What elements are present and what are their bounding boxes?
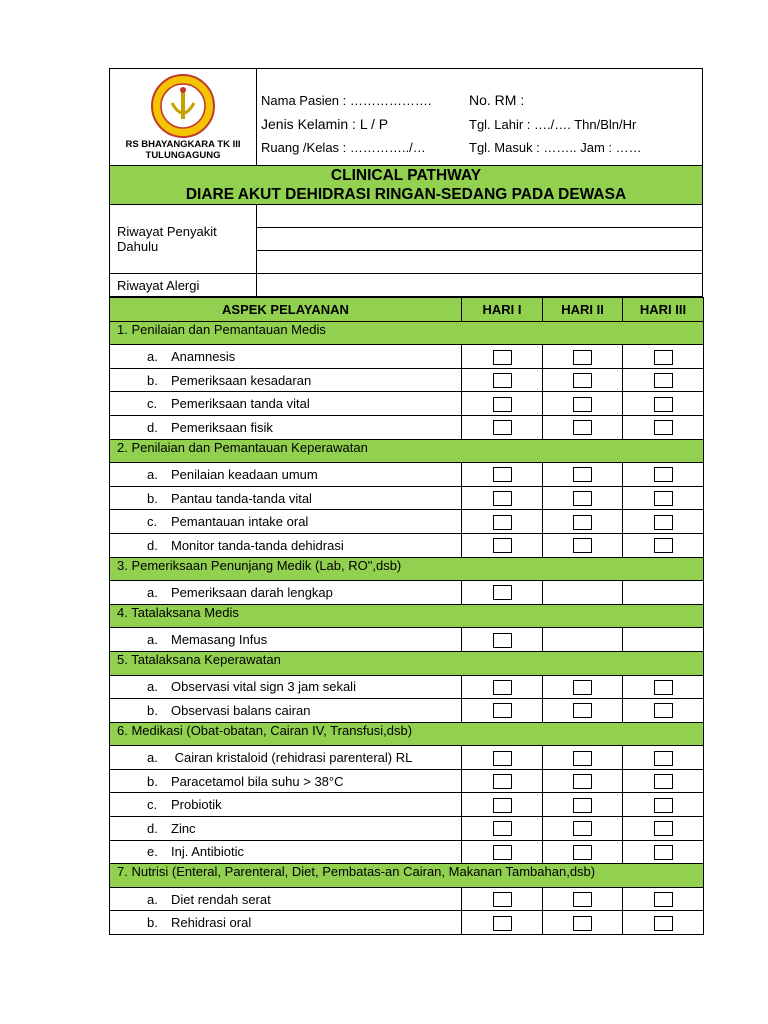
table-row <box>110 887 704 911</box>
day-1-cell <box>462 486 543 510</box>
item-cell <box>110 699 462 723</box>
table-row <box>110 368 704 392</box>
room-class-field[interactable]: Ruang /Kelas : …………../… <box>261 140 426 155</box>
item-label: Memasang Infus <box>171 632 268 648</box>
day-2-cell <box>543 486 623 510</box>
header-hari-2: HARI II <box>543 298 623 322</box>
table-row <box>110 769 704 793</box>
day-3-checkbox[interactable] <box>654 916 673 931</box>
day-3-checkbox[interactable] <box>654 467 673 482</box>
day-2-cell <box>543 887 623 911</box>
patient-name-field[interactable]: Nama Pasien : ………………. <box>261 93 432 108</box>
day-1-cell <box>462 463 543 487</box>
table-row <box>110 392 704 416</box>
day-1-cell <box>462 817 543 841</box>
hospital-name <box>110 139 256 161</box>
hospital-emblem-icon <box>150 73 216 139</box>
table-row <box>110 486 704 510</box>
item-label: Pemeriksaan kesadaran <box>171 372 312 388</box>
section-row <box>110 604 704 628</box>
day-3-checkbox[interactable] <box>654 892 673 907</box>
item-letter: e. <box>147 844 158 860</box>
item-cell <box>110 887 462 911</box>
day-1-cell <box>462 675 543 699</box>
section-title: 2. Penilaian dan Pemantauan Keperawatan <box>110 439 704 463</box>
gender-field[interactable]: Jenis Kelamin : L / P <box>261 116 389 132</box>
table-row <box>110 510 704 534</box>
clinical-pathway-form <box>109 68 703 935</box>
day-2-checkbox[interactable] <box>573 420 592 435</box>
day-2-cell <box>543 392 623 416</box>
item-cell <box>110 533 462 557</box>
day-2-checkbox[interactable] <box>573 916 592 931</box>
day-1-cell <box>462 887 543 911</box>
day-3-cell <box>623 581 704 605</box>
day-2-cell <box>543 746 623 770</box>
medical-record-field[interactable]: No. RM : <box>469 92 525 108</box>
day-3-cell <box>623 840 704 864</box>
section-row <box>110 651 704 675</box>
day-2-checkbox[interactable] <box>573 680 592 695</box>
item-label: Zinc <box>171 820 196 836</box>
day-3-checkbox[interactable] <box>654 515 673 530</box>
item-label: Pemeriksaan fisik <box>171 419 273 435</box>
header-hari-3: HARI III <box>623 298 704 322</box>
day-2-cell <box>543 675 623 699</box>
day-3-checkbox[interactable] <box>654 420 673 435</box>
allergy-line[interactable] <box>257 274 703 297</box>
item-letter: d. <box>147 419 158 435</box>
item-label: Paracetamol bila suhu > 38°C <box>171 773 344 789</box>
section-row <box>110 321 704 345</box>
day-2-cell <box>543 415 623 439</box>
day-3-cell <box>623 699 704 723</box>
day-1-checkbox[interactable] <box>493 798 512 813</box>
table-row <box>110 581 704 605</box>
hospital-name-line1: RS BHAYANGKARA TK III <box>125 139 241 150</box>
item-cell <box>110 510 462 534</box>
day-2-cell <box>543 368 623 392</box>
day-3-cell <box>623 392 704 416</box>
table-row <box>110 840 704 864</box>
day-1-cell <box>462 793 543 817</box>
day-1-checkbox[interactable] <box>493 916 512 931</box>
day-2-checkbox[interactable] <box>573 798 592 813</box>
header-aspek: ASPEK PELAYANAN <box>110 298 462 322</box>
header-hari-1: HARI I <box>462 298 543 322</box>
item-label: Pemeriksaan darah lengkap <box>171 584 333 600</box>
day-2-cell <box>543 769 623 793</box>
day-1-cell <box>462 840 543 864</box>
section-title: 5. Tatalaksana Keperawatan <box>110 651 704 675</box>
table-row <box>110 793 704 817</box>
table-row <box>110 746 704 770</box>
item-letter: a. <box>147 679 158 695</box>
day-1-cell <box>462 581 543 605</box>
day-3-checkbox[interactable] <box>654 821 673 836</box>
section-row <box>110 439 704 463</box>
day-1-cell <box>462 510 543 534</box>
allergy-label: Riwayat Alergi <box>110 274 257 297</box>
item-cell <box>110 581 462 605</box>
day-2-cell <box>543 911 623 935</box>
item-letter: c. <box>147 797 158 813</box>
day-1-checkbox[interactable] <box>493 397 512 412</box>
day-1-checkbox[interactable] <box>493 703 512 718</box>
item-label: Pantau tanda-tanda vital <box>171 490 312 506</box>
item-label: Cairan kristaloid (rehidrasi parenteral) RL <box>171 750 413 766</box>
day-1-checkbox[interactable] <box>493 680 512 695</box>
day-3-cell <box>623 769 704 793</box>
day-2-cell <box>543 533 623 557</box>
item-label: Probiotik <box>171 797 222 813</box>
section-title: 4. Tatalaksana Medis <box>110 604 704 628</box>
table-row <box>110 415 704 439</box>
table-row <box>110 533 704 557</box>
day-3-cell <box>623 817 704 841</box>
day-3-checkbox[interactable] <box>654 703 673 718</box>
day-2-checkbox[interactable] <box>573 774 592 789</box>
item-label: Pemeriksaan tanda vital <box>171 396 310 412</box>
item-cell <box>110 769 462 793</box>
past-illness-line-2[interactable] <box>257 228 703 251</box>
service-aspects-body <box>110 298 704 935</box>
item-letter: c. <box>147 514 158 530</box>
item-label: Monitor tanda-tanda dehidrasi <box>171 537 344 553</box>
day-2-cell <box>543 628 623 652</box>
item-cell <box>110 345 462 369</box>
item-letter: d. <box>147 537 158 553</box>
day-2-checkbox[interactable] <box>573 397 592 412</box>
day-3-checkbox[interactable] <box>654 680 673 695</box>
day-2-cell <box>543 581 623 605</box>
section-title: 1. Penilaian dan Pemantauan Medis <box>110 321 704 345</box>
past-illness-line-1[interactable] <box>257 205 703 228</box>
day-3-checkbox[interactable] <box>654 751 673 766</box>
table-row <box>110 345 704 369</box>
item-letter: a. <box>147 750 158 766</box>
day-3-checkbox[interactable] <box>654 774 673 789</box>
day-2-checkbox[interactable] <box>573 845 592 860</box>
day-3-cell <box>623 486 704 510</box>
item-cell <box>110 746 462 770</box>
item-label: Pemantauan intake oral <box>171 514 309 530</box>
day-2-cell <box>543 463 623 487</box>
service-aspects-table <box>109 297 704 935</box>
section-row <box>110 864 704 888</box>
table-row <box>110 628 704 652</box>
item-cell <box>110 628 462 652</box>
day-3-cell <box>623 746 704 770</box>
day-2-cell <box>543 793 623 817</box>
day-2-checkbox[interactable] <box>573 892 592 907</box>
item-label: Observasi vital sign 3 jam sekali <box>171 679 356 695</box>
day-2-cell <box>543 510 623 534</box>
day-3-cell <box>623 415 704 439</box>
item-cell <box>110 463 462 487</box>
item-cell <box>110 392 462 416</box>
item-letter: a. <box>147 891 158 907</box>
day-3-cell <box>623 911 704 935</box>
section-title: 7. Nutrisi (Enteral, Parenteral, Diet, Pembatas-an Cairan, Makanan Tambahan,dsb) <box>110 864 704 888</box>
day-3-checkbox[interactable] <box>654 845 673 860</box>
item-label: Observasi balans cairan <box>171 702 311 718</box>
day-1-cell <box>462 368 543 392</box>
day-2-checkbox[interactable] <box>573 373 592 388</box>
day-1-checkbox[interactable] <box>493 467 512 482</box>
day-2-cell <box>543 817 623 841</box>
day-1-checkbox[interactable] <box>493 373 512 388</box>
item-cell <box>110 368 462 392</box>
item-cell <box>110 793 462 817</box>
day-3-checkbox[interactable] <box>654 798 673 813</box>
day-2-cell <box>543 840 623 864</box>
item-letter: b. <box>147 372 158 388</box>
section-title: 6. Medikasi (Obat-obatan, Cairan IV, Transfusi,dsb) <box>110 722 704 746</box>
item-letter: b. <box>147 773 158 789</box>
day-1-checkbox[interactable] <box>493 892 512 907</box>
item-letter: b. <box>147 702 158 718</box>
item-letter: b. <box>147 915 158 931</box>
day-1-checkbox[interactable] <box>493 420 512 435</box>
day-1-cell <box>462 699 543 723</box>
table-header-row <box>110 298 704 322</box>
birth-date-field[interactable]: Tgl. Lahir : …./…. Thn/Bln/Hr <box>469 117 637 132</box>
section-row <box>110 557 704 581</box>
day-1-checkbox[interactable] <box>493 774 512 789</box>
day-3-cell <box>623 510 704 534</box>
admission-date-field[interactable]: Tgl. Masuk : …….. Jam : …… <box>469 140 642 155</box>
day-1-checkbox[interactable] <box>493 821 512 836</box>
day-3-checkbox[interactable] <box>654 491 673 506</box>
day-2-checkbox[interactable] <box>573 538 592 553</box>
day-1-cell <box>462 746 543 770</box>
day-1-checkbox[interactable] <box>493 491 512 506</box>
day-2-checkbox[interactable] <box>573 350 592 365</box>
day-1-checkbox[interactable] <box>493 633 512 648</box>
day-3-cell <box>623 533 704 557</box>
past-illness-label: Riwayat Penyakit Dahulu <box>110 205 257 274</box>
day-3-cell <box>623 675 704 699</box>
day-1-cell <box>462 769 543 793</box>
day-3-cell <box>623 345 704 369</box>
item-letter: a. <box>147 632 158 648</box>
day-3-checkbox[interactable] <box>654 373 673 388</box>
day-3-cell <box>623 887 704 911</box>
item-letter: a. <box>147 466 158 482</box>
day-1-cell <box>462 911 543 935</box>
table-row <box>110 463 704 487</box>
day-1-cell <box>462 628 543 652</box>
day-1-checkbox[interactable] <box>493 515 512 530</box>
day-1-checkbox[interactable] <box>493 585 512 600</box>
item-label: Diet rendah serat <box>171 891 271 907</box>
day-2-checkbox[interactable] <box>573 821 592 836</box>
past-illness-line-3[interactable] <box>257 251 703 274</box>
item-cell <box>110 840 462 864</box>
item-letter: b. <box>147 490 158 506</box>
item-letter: a. <box>147 584 158 600</box>
table-row <box>110 675 704 699</box>
title-line1: CLINICAL PATHWAY <box>330 167 482 184</box>
item-letter: d. <box>147 820 158 836</box>
day-1-cell <box>462 415 543 439</box>
day-2-checkbox[interactable] <box>573 515 592 530</box>
item-letter: a. <box>147 348 158 364</box>
day-1-checkbox[interactable] <box>493 845 512 860</box>
day-1-checkbox[interactable] <box>493 350 512 365</box>
day-2-checkbox[interactable] <box>573 703 592 718</box>
item-cell <box>110 817 462 841</box>
title-line2: DIARE AKUT DEHIDRASI RINGAN-SEDANG PADA DEWASA <box>185 186 627 203</box>
hospital-identity <box>110 69 257 166</box>
hospital-name-line2: TULUNGAGUNG <box>145 150 221 161</box>
item-letter: c. <box>147 396 158 412</box>
table-row <box>110 699 704 723</box>
item-cell <box>110 675 462 699</box>
day-3-cell <box>623 793 704 817</box>
item-label: Inj. Antibiotic <box>171 844 244 860</box>
item-label: Anamnesis <box>171 348 236 364</box>
table-row <box>110 911 704 935</box>
day-3-cell <box>623 368 704 392</box>
patient-info <box>257 69 703 166</box>
day-3-checkbox[interactable] <box>654 397 673 412</box>
item-cell <box>110 415 462 439</box>
item-label: Rehidrasi oral <box>171 915 252 931</box>
day-1-checkbox[interactable] <box>493 751 512 766</box>
day-2-checkbox[interactable] <box>573 467 592 482</box>
section-row <box>110 722 704 746</box>
item-label: Penilaian keadaan umum <box>171 466 318 482</box>
day-3-cell <box>623 463 704 487</box>
table-row <box>110 817 704 841</box>
section-title: 3. Pemeriksaan Penunjang Medik (Lab, RO",dsb) <box>110 557 704 581</box>
item-cell <box>110 486 462 510</box>
form-title <box>110 166 703 205</box>
day-1-checkbox[interactable] <box>493 538 512 553</box>
day-3-cell <box>623 628 704 652</box>
day-1-cell <box>462 345 543 369</box>
day-3-checkbox[interactable] <box>654 350 673 365</box>
item-cell <box>110 911 462 935</box>
day-2-cell <box>543 699 623 723</box>
day-2-cell <box>543 345 623 369</box>
day-1-cell <box>462 533 543 557</box>
day-1-cell <box>462 392 543 416</box>
day-2-checkbox[interactable] <box>573 491 592 506</box>
day-3-checkbox[interactable] <box>654 538 673 553</box>
form-header <box>109 68 703 297</box>
day-2-checkbox[interactable] <box>573 751 592 766</box>
